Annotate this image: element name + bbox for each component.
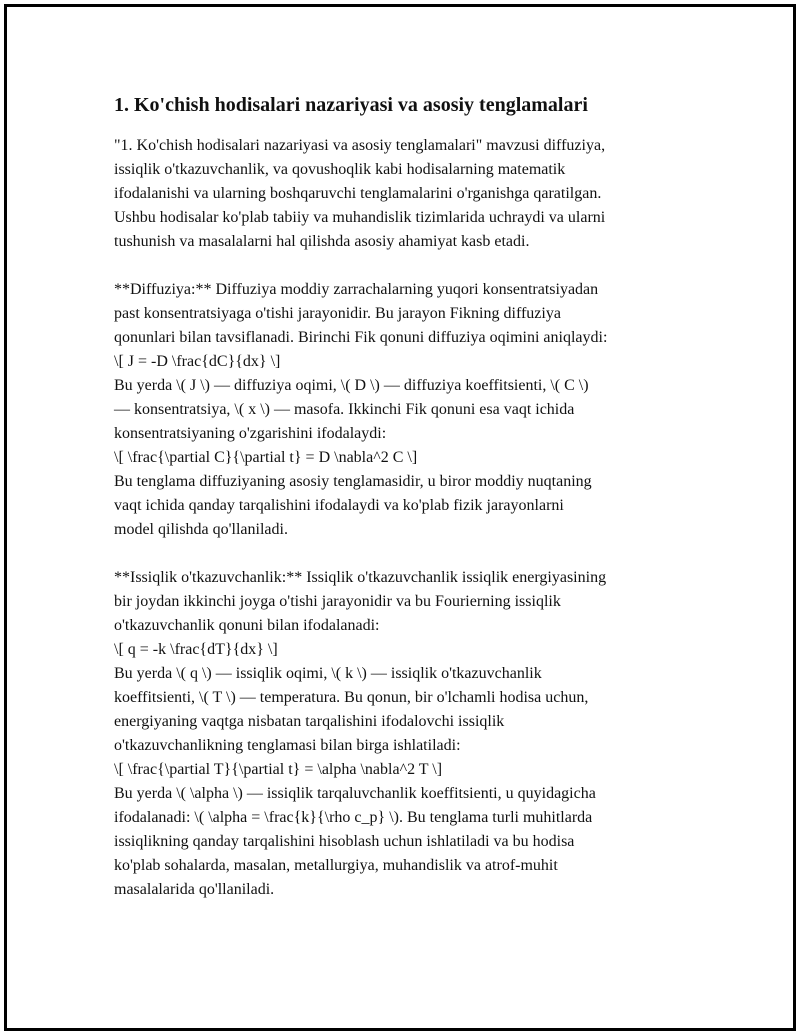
equation-line: \[ q = -k \frac{dT}{dx} \]	[114, 641, 278, 658]
text-line: o'tkazuvchanlik qonuni bilan ifodalanadi:	[114, 617, 380, 634]
equation-line: \[ J = -D \frac{dC}{dx} \]	[114, 353, 281, 370]
text-line: "1. Ko'chish hodisalari nazariyasi va asosiy tenglamalari" mavzusi diffuziya,	[114, 137, 606, 154]
text-line: ko'plab sohalarda, masalan, metallurgiya, muhandislik va atrof-muhit	[114, 857, 558, 874]
equation-line: \[ \frac{\partial T}{\partial t} = \alpha \nabla^2 T \]	[114, 761, 443, 778]
text-line: — konsentratsiya, \( x \) — masofa. Ikkinchi Fik qonuni esa vaqt ichida	[114, 401, 575, 418]
page-title: 1. Ko'chish hodisalari nazariyasi va asosiy tenglamalari	[114, 94, 588, 116]
text-line: vaqt ichida qanday tarqalishini ifodalaydi va ko'plab fizik jarayonlarni	[114, 497, 564, 514]
text-line: o'tkazuvchanlikning tenglamasi bilan birga ishlatiladi:	[114, 737, 461, 754]
text-line: Ushbu hodisalar ko'plab tabiiy va muhandislik tizimlarida uchraydi va ularni	[114, 209, 606, 226]
text-line: tushunish va masalalarni hal qilishda asosiy ahamiyat kasb etadi.	[114, 233, 530, 250]
text-line: Bu yerda \( q \) — issiqlik oqimi, \( k \) — issiqlik o'tkazuvchanlik	[114, 665, 542, 682]
text-line: energiyaning vaqtga nisbatan tarqalishini ifodalovchi issiqlik	[114, 713, 505, 730]
diffusion-paragraph	[114, 278, 694, 542]
text-line: ifodalanishi va ularning boshqaruvchi tenglamalarini o'rganishga qaratilgan.	[114, 185, 602, 202]
text-line: **Diffuziya:** Diffuziya moddiy zarrachalarning yuqori konsentratsiyadan	[114, 281, 599, 298]
text-line: issiqlikning qanday tarqalishini hisoblash uchun ishlatiladi va bu hodisa	[114, 833, 575, 850]
text-line: past konsentratsiyaga o'tishi jarayonidir. Bu jarayon Fikning diffuziya	[114, 305, 561, 322]
equation-line: \[ \frac{\partial C}{\partial t} = D \nabla^2 C \]	[114, 449, 418, 466]
text-line: Bu tenglama diffuziyaning asosiy tenglamasidir, u biror moddiy nuqtaning	[114, 473, 592, 490]
text-line: Bu yerda \( \alpha \) — issiqlik tarqaluvchanlik koeffitsienti, u quyidagicha	[114, 785, 596, 802]
text-line: model qilishda qo'llaniladi.	[114, 521, 288, 538]
text-line: issiqlik o'tkazuvchanlik, va qovushoqlik kabi hodisalarning matematik	[114, 161, 566, 178]
paragraph-gap	[114, 254, 694, 278]
paragraph-gap	[114, 542, 694, 566]
text-line: ifodalanadi: \( \alpha = \frac{k}{\rho c_p} \). Bu tenglama turli muhitlarda	[114, 809, 593, 826]
text-line: qonunlari bilan tavsiflanadi. Birinchi Fik qonuni diffuziya oqimini aniqlaydi:	[114, 329, 608, 346]
text-line: masalalarida qo'llaniladi.	[114, 881, 275, 898]
text-line: koeffitsienti, \( T \) — temperatura. Bu qonun, bir o'lchamli hodisa uchun,	[114, 689, 589, 706]
text-line: Bu yerda \( J \) — diffuziya oqimi, \( D \) — diffuziya koeffitsienti, \( C \)	[114, 377, 589, 394]
text-line: konsentratsiyaning o'zgarishini ifodalaydi:	[114, 425, 387, 442]
text-line: **Issiqlik o'tkazuvchanlik:** Issiqlik o'tkazuvchanlik issiqlik energiyasining	[114, 569, 607, 586]
document-body	[114, 90, 694, 902]
intro-paragraph	[114, 134, 694, 254]
text-line: bir joydan ikkinchi joyga o'tishi jarayonidir va bu Fourierning issiqlik	[114, 593, 561, 610]
heat-conduction-paragraph	[114, 566, 694, 902]
